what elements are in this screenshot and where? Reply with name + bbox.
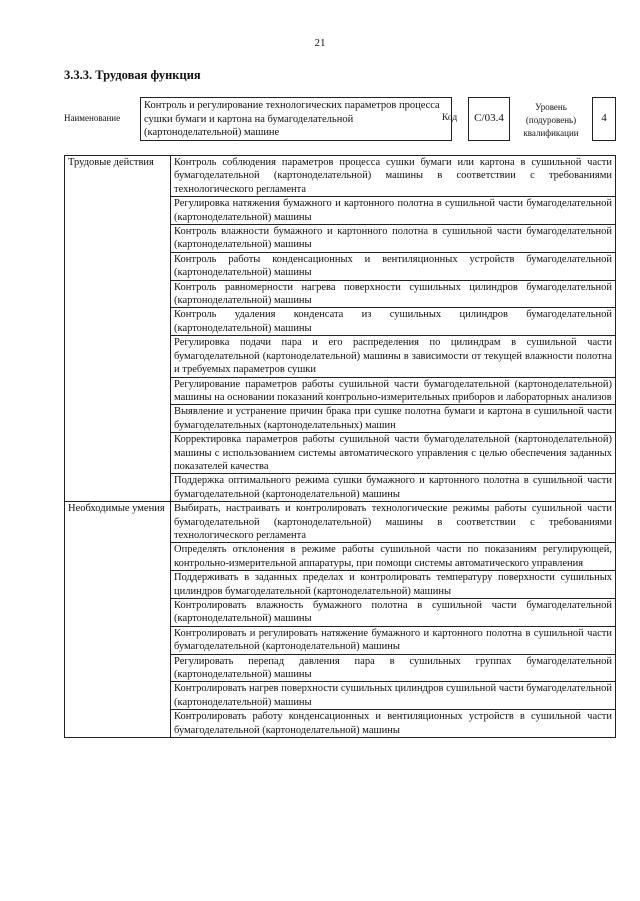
table-cell-item: Регулировать перепад давления пара в сушильных группах бумагоделательной (картоноделательной) машины xyxy=(171,654,616,682)
table-cell-item: Поддерживать в заданных пределах и контролировать температуру поверхности сушильных цилиндров бумагоделательной (картоноделательной) машины xyxy=(171,571,616,599)
name-value: Контроль и регулирование технологических параметров процесса сушки бумаги и картона на бумагоделательной (картоноделательной) машине xyxy=(140,97,452,141)
code-label: Код xyxy=(442,113,458,123)
table-cell-item: Регулирование параметров работы сушильной части бумагоделательной (картоноделательной) машины на основании показаний контрольно-измерительных приборов и лабораторных анализов xyxy=(171,377,616,405)
table-cell-item: Выбирать, настраивать и контролировать технологические режимы работы сушильной части бумагоделательной (картоноделательной) машины в соответствии с требованиями технологического регламента xyxy=(171,502,616,543)
table-cell-item: Контролировать влажность бумажного полотна в сушильной части бумагоделательной (картоноделательной) машины xyxy=(171,599,616,627)
table-cell-item: Контроль работы конденсационных и вентиляционных устройств бумагоделательной (картоноделательной) машины xyxy=(171,252,616,280)
level-label: Уровень (подуровень) квалификации xyxy=(523,102,579,138)
table-cell-item: Корректировка параметров работы сушильной части бумагоделательной (картоноделательной) машины с использованием системы автоматического управления с целью обеспечения заданных показателей качества xyxy=(171,433,616,474)
page-number: 21 xyxy=(314,37,326,49)
table-cell-item: Контроль соблюдения параметров процесса сушки бумаги или картона в сушильной части бумагоделательной (картоноделательной) машины в соответствии с требованиями технологического регламента xyxy=(171,156,616,197)
table-cell-item: Контролировать работу конденсационных и вентиляционных устройств в сушильной части бумагоделательной (картоноделательной) машины xyxy=(171,710,616,738)
table-cell-item: Определять отклонения в режиме работы сушильной части по показаниям регулирующей, контрольно-измерительной аппаратуры, при помощи системы автоматического управления xyxy=(171,543,616,571)
section-label: Необходимые умения xyxy=(65,502,171,738)
table-cell-item: Контроль удаления конденсата из сушильных цилиндров бумагоделательной (картоноделательной) машины xyxy=(171,308,616,336)
table-cell-item: Выявление и устранение причин брака при сушке полотна бумаги и картона в сушильной части бумагоделательных (картоноделательных) машин xyxy=(171,405,616,433)
table-cell-item: Поддержка оптимального режима сушки бумажного и картонного полотна в сушильной части бумагоделательной (картоноделательной) машины xyxy=(171,474,616,502)
code-value: С/03.4 xyxy=(468,97,510,141)
function-header xyxy=(64,97,616,145)
table-cell-item: Регулировка натяжения бумажного и картонного полотна в сушильной части бумагоделательной (картоноделательной) машины xyxy=(171,197,616,225)
table-cell-item: Контролировать и регулировать натяжение бумажного и картонного полотна в сушильной части бумагоделательной (картоноделательной) машины xyxy=(171,626,616,654)
table-row xyxy=(65,156,616,197)
section-title: 3.3.3. Трудовая функция xyxy=(64,68,201,82)
name-label: Наименование xyxy=(64,113,121,123)
table-row xyxy=(65,502,616,543)
level-value: 4 xyxy=(592,97,616,141)
table-cell-item: Контролировать нагрев поверхности сушильных цилиндров сушильной части бумагоделательной (картоноделательной) машины xyxy=(171,682,616,710)
section-label: Трудовые действия xyxy=(65,156,171,502)
table-cell-item: Контроль равномерности нагрева поверхности сушильных цилиндров бумагоделательной (картоноделательной) машины xyxy=(171,280,616,308)
table-cell-item: Регулировка подачи пара и его распределения по цилиндрам в сушильной части бумагоделательной (картоноделательной) машины в зависимости от текущей влажности полотна и требуемых параметров сушки xyxy=(171,336,616,377)
table-cell-item: Контроль влажности бумажного и картонного полотна в сушильной части бумагоделательной (картоноделательной) машины xyxy=(171,225,616,253)
function-table xyxy=(64,155,616,738)
